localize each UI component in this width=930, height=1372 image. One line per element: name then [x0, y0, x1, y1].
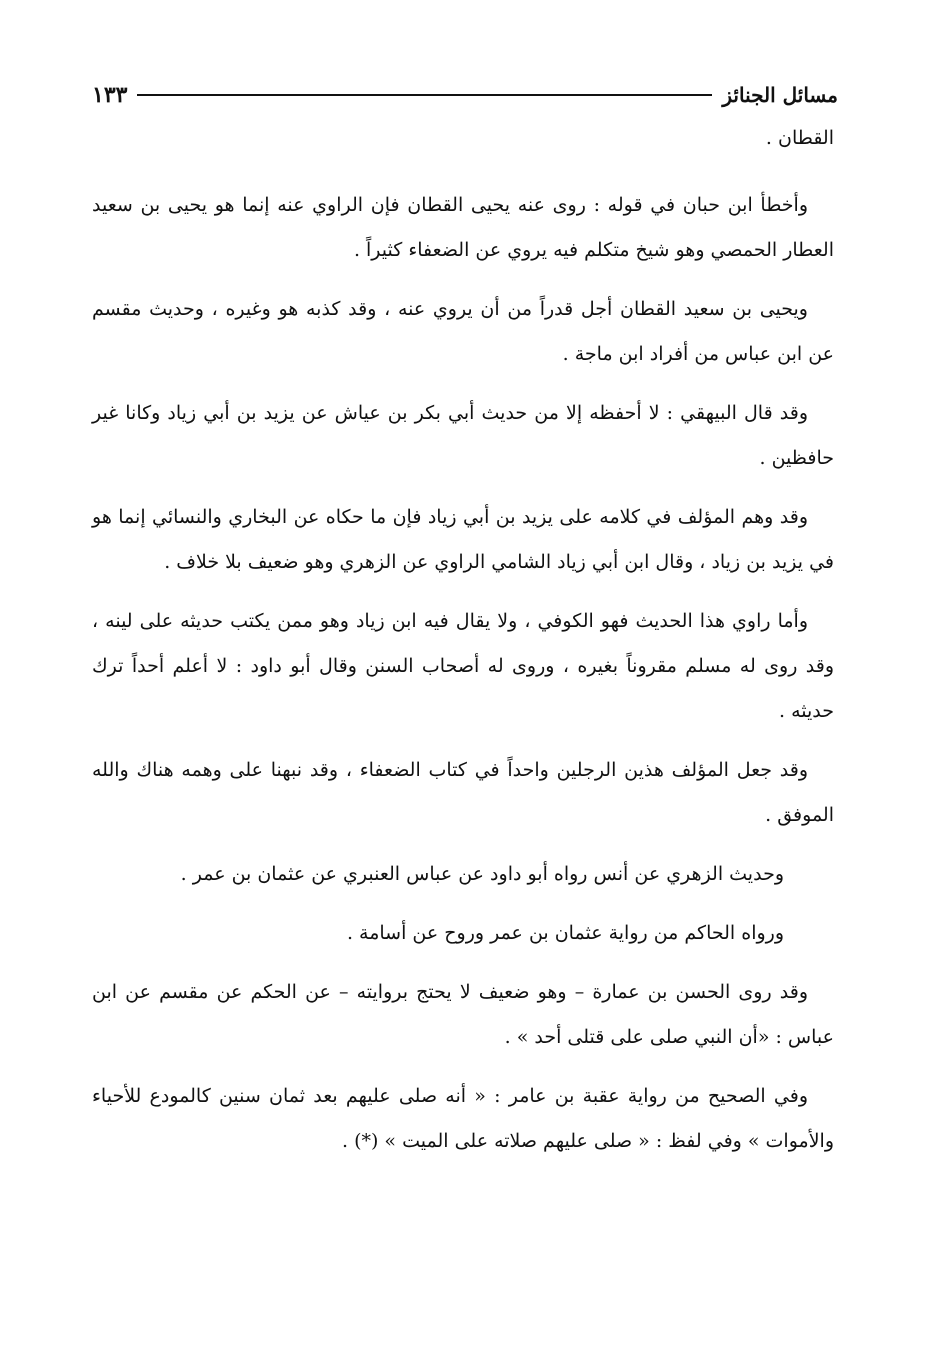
- page-number: ١٣٣: [92, 82, 128, 108]
- paragraph: ورواه الحاكم من رواية عثمان بن عمر وروح عن أسامة .: [346, 922, 784, 944]
- paragraph: وقد وهم المؤلف في كلامه على يزيد بن أبي زياد فإن ما حكاه عن البخاري والنسائي إنما هو في يزيد بن زياد ، وقال ابن أبي زياد الشامي الراوي عن الزهري وهو ضعيف بلا خلاف .: [92, 506, 834, 573]
- paragraph: وأما راوي هذا الحديث فهو الكوفي ، ولا يقال فيه ابن زياد وهو ممن يكتب حديثه على لينه ، وقد روى له مسلم مقروناً بغيره ، وروى له أصحاب السنن وقال أبو داود : لا أعلم أحداً ترك حديثه .: [92, 610, 834, 722]
- paragraph: وفي الصحيح من رواية عقبة بن عامر : « أنه صلى عليهم بعد ثمان سنين كالمودع للأحياء والأموات » وفي لفظ : « صلى عليهم صلاته على الميت » (*) .: [92, 1085, 834, 1152]
- paragraph: وحديث الزهري عن أنس رواه أبو داود عن عباس العنبري عن عثمان بن عمر .: [180, 863, 784, 885]
- paragraph: وأخطأ ابن حبان في قوله : روى عنه يحيى القطان فإن الراوي عنه إنما هو يحيى بن سعيد العطار الحمصي وهو شيخ متكلم فيه يروي عن الضعفاء كثيراً .: [92, 194, 834, 261]
- paragraph-continuation: القطان .: [765, 127, 834, 149]
- running-title: مسائل الجنائز: [722, 83, 838, 107]
- paragraph: وقد قال البيهقي : لا أحفظه إلا من حديث أبي بكر بن عياش عن يزيد بن أبي زياد وكانا غير حافظين .: [92, 402, 834, 469]
- paragraph: وقد جعل المؤلف هذين الرجلين واحداً في كتاب الضعفاء ، وقد نبهنا على وهمه هناك والله الموفق .: [92, 759, 834, 826]
- body-text: [92, 116, 834, 1178]
- paragraph: ويحيى بن سعيد القطان أجل قدراً من أن يروي عنه ، وقد كذبه هو وغيره ، وحديث مقسم عن ابن عباس من أفراد ابن ماجة .: [92, 298, 834, 365]
- page-header: [92, 78, 838, 112]
- header-rule: [137, 94, 712, 96]
- paragraph: وقد روى الحسن بن عمارة – وهو ضعيف لا يحتج بروايته – عن الحكم عن مقسم عن ابن عباس : «أن النبي صلى على قتلى أحد » .: [92, 981, 834, 1048]
